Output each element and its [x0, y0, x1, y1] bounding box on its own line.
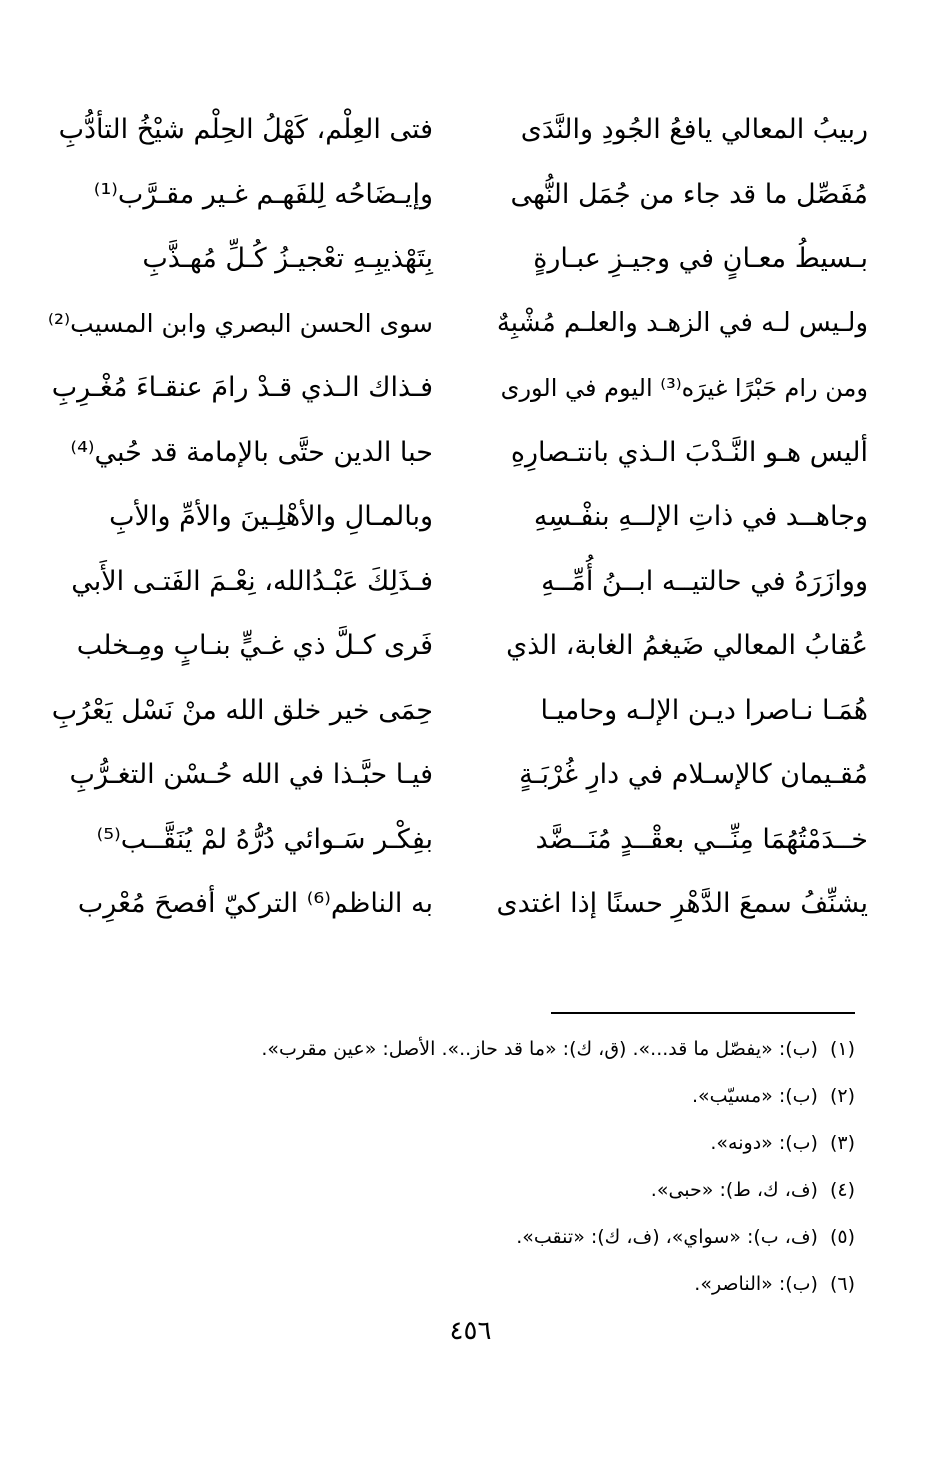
verse-second-hemistich: حِمَى خير خلق الله منْ نَسْل يَعْرُبِ — [51, 694, 433, 726]
footnote-text: (ب): «يفصّل ما قد...». (ق، ك): «ما قد حاز..». الأصل: «عين مقرب». — [261, 1038, 818, 1060]
footnote-number: (٣) — [829, 1132, 855, 1154]
footnote — [95, 1167, 855, 1214]
verse-first-hemistich: هُمَـا نـاصرا ديـن الإلـه وحاميـا — [540, 694, 868, 726]
verse-second-hemistich: سوى الحسن البصري وابن المسيب⁽²⁾ — [47, 308, 433, 338]
footnotes-list — [95, 1026, 855, 1308]
footnote-number: (٤) — [829, 1179, 855, 1201]
footnote-text: (ب): «الناصر». — [694, 1273, 818, 1295]
verse-row — [48, 743, 868, 808]
verse-first-hemistich: أليس هـو النَّـدْبَ الـذي بانتـصارِهِ — [510, 436, 868, 468]
verse-row — [48, 550, 868, 615]
footnote-number: (٦) — [829, 1273, 855, 1295]
verse-first-hemistich: ووازَرَهُ في حالتيــه ابــنُ أُمِّــهِ — [541, 565, 868, 597]
verse-first-hemistich: وجاهــد في ذاتِ الإلــهِ بنفْـسِهِ — [533, 501, 868, 533]
verse-second-hemistich: فيـا حبَّـذا في الله حُـسْن التغـرُّبِ — [69, 759, 433, 791]
footnote — [95, 1120, 855, 1167]
footnote-text: (ف، ب): «سواي»، (ف، ك): «تنقب». — [516, 1226, 818, 1248]
footnote — [95, 1026, 855, 1073]
verse-first-hemistich: ولـيس لـه في الزهـد والعلـم مُشْبِهٌ — [496, 308, 868, 339]
verse-second-hemistich: وإيـضَاحُه لِلفَهـم غـير مقـرَّب⁽¹⁾ — [93, 178, 433, 210]
footnote-separator — [551, 1012, 855, 1014]
verse-first-hemistich: مُفَصِّل ما قد جاء من جُمَل النُّهى — [510, 178, 868, 210]
verse-first-hemistich: بـسيطُ معـانٍ في وجيـزِ عبـارةٍ — [533, 243, 868, 275]
poem-verses — [48, 98, 868, 937]
verse-first-hemistich: ربيبُ المعالي يافعُ الجُودِ والنَّدَى — [520, 114, 868, 146]
verse-row — [48, 679, 868, 744]
verse-first-hemistich: خــدَمْتُهُمَا مِنِّــي بعقْــدٍ مُنَــضَّد — [535, 823, 868, 855]
verse-row — [48, 98, 868, 163]
verse-first-hemistich: يشنِّفُ سمعَ الدَّهْرِ حسنًا إذا اغتدى — [496, 888, 868, 920]
verse-row — [48, 227, 868, 292]
verse-row — [48, 421, 868, 486]
verse-second-hemistich: بِتَهْذيبِـهِ تعْجيـزُ كُـلِّ مُهـذَّبِ — [142, 243, 433, 275]
verse-row — [48, 163, 868, 228]
verse-first-hemistich: ومن رام حَبْرًا غيرَه⁽³⁾ اليوم في الورى — [500, 373, 868, 402]
verse-second-hemistich: فـذَلِكَ عَبْـدُالله، نِعْـمَ الفَتـى الأَبي — [71, 565, 433, 597]
footnote-text: (ب): «مسيّب». — [691, 1085, 818, 1107]
verse-row — [48, 292, 868, 357]
footnote — [95, 1214, 855, 1261]
verse-first-hemistich: عُقابُ المعالي ضَيغمُ الغابة، الذي — [506, 630, 868, 662]
verse-second-hemistich: حبا الدين حتَّى بالإمامة قد حُبي⁽⁴⁾ — [70, 436, 433, 468]
footnote-text: (ف، ك، ط): «حبى». — [650, 1179, 818, 1201]
verse-row — [48, 356, 868, 421]
verse-row — [48, 808, 868, 873]
verse-row — [48, 872, 868, 937]
verse-row — [48, 614, 868, 679]
footnote-number: (٢) — [829, 1085, 855, 1107]
page-number: ٤٥٦ — [449, 1316, 492, 1346]
footnote-number: (٥) — [829, 1226, 855, 1248]
verse-second-hemistich: فـذاك الـذي قـدْ رامَ عنقـاءَ مُغْـرِبِ — [51, 372, 433, 404]
footnote — [95, 1073, 855, 1120]
verse-row — [48, 485, 868, 550]
verse-second-hemistich: به الناظم⁽⁶⁾ التركيّ أفصحَ مُعْرِب — [77, 888, 433, 920]
verse-second-hemistich: بفِكْـر سَـوائي دُرُّهُ لمْ يُنَقَّــب⁽⁵⁾ — [96, 823, 433, 855]
verse-second-hemistich: فتى العِلْم، كَهْلُ الحِلْم شيْخُ التأدُّبِ — [58, 114, 433, 146]
verse-first-hemistich: مُقـيمان كالإسـلام في دارِ غُرْبَـةٍ — [519, 759, 868, 791]
footnote-number: (١) — [829, 1038, 855, 1060]
verse-second-hemistich: فَرى كـلَّ ذي غـيٍّ بنـابٍ ومِـخلب — [76, 630, 433, 662]
verse-second-hemistich: وبالمـالِ والأهْلِـينَ والأمِّ والأبِ — [109, 501, 433, 533]
footnote — [95, 1261, 855, 1308]
footnote-text: (ب): «دونه». — [710, 1132, 818, 1154]
